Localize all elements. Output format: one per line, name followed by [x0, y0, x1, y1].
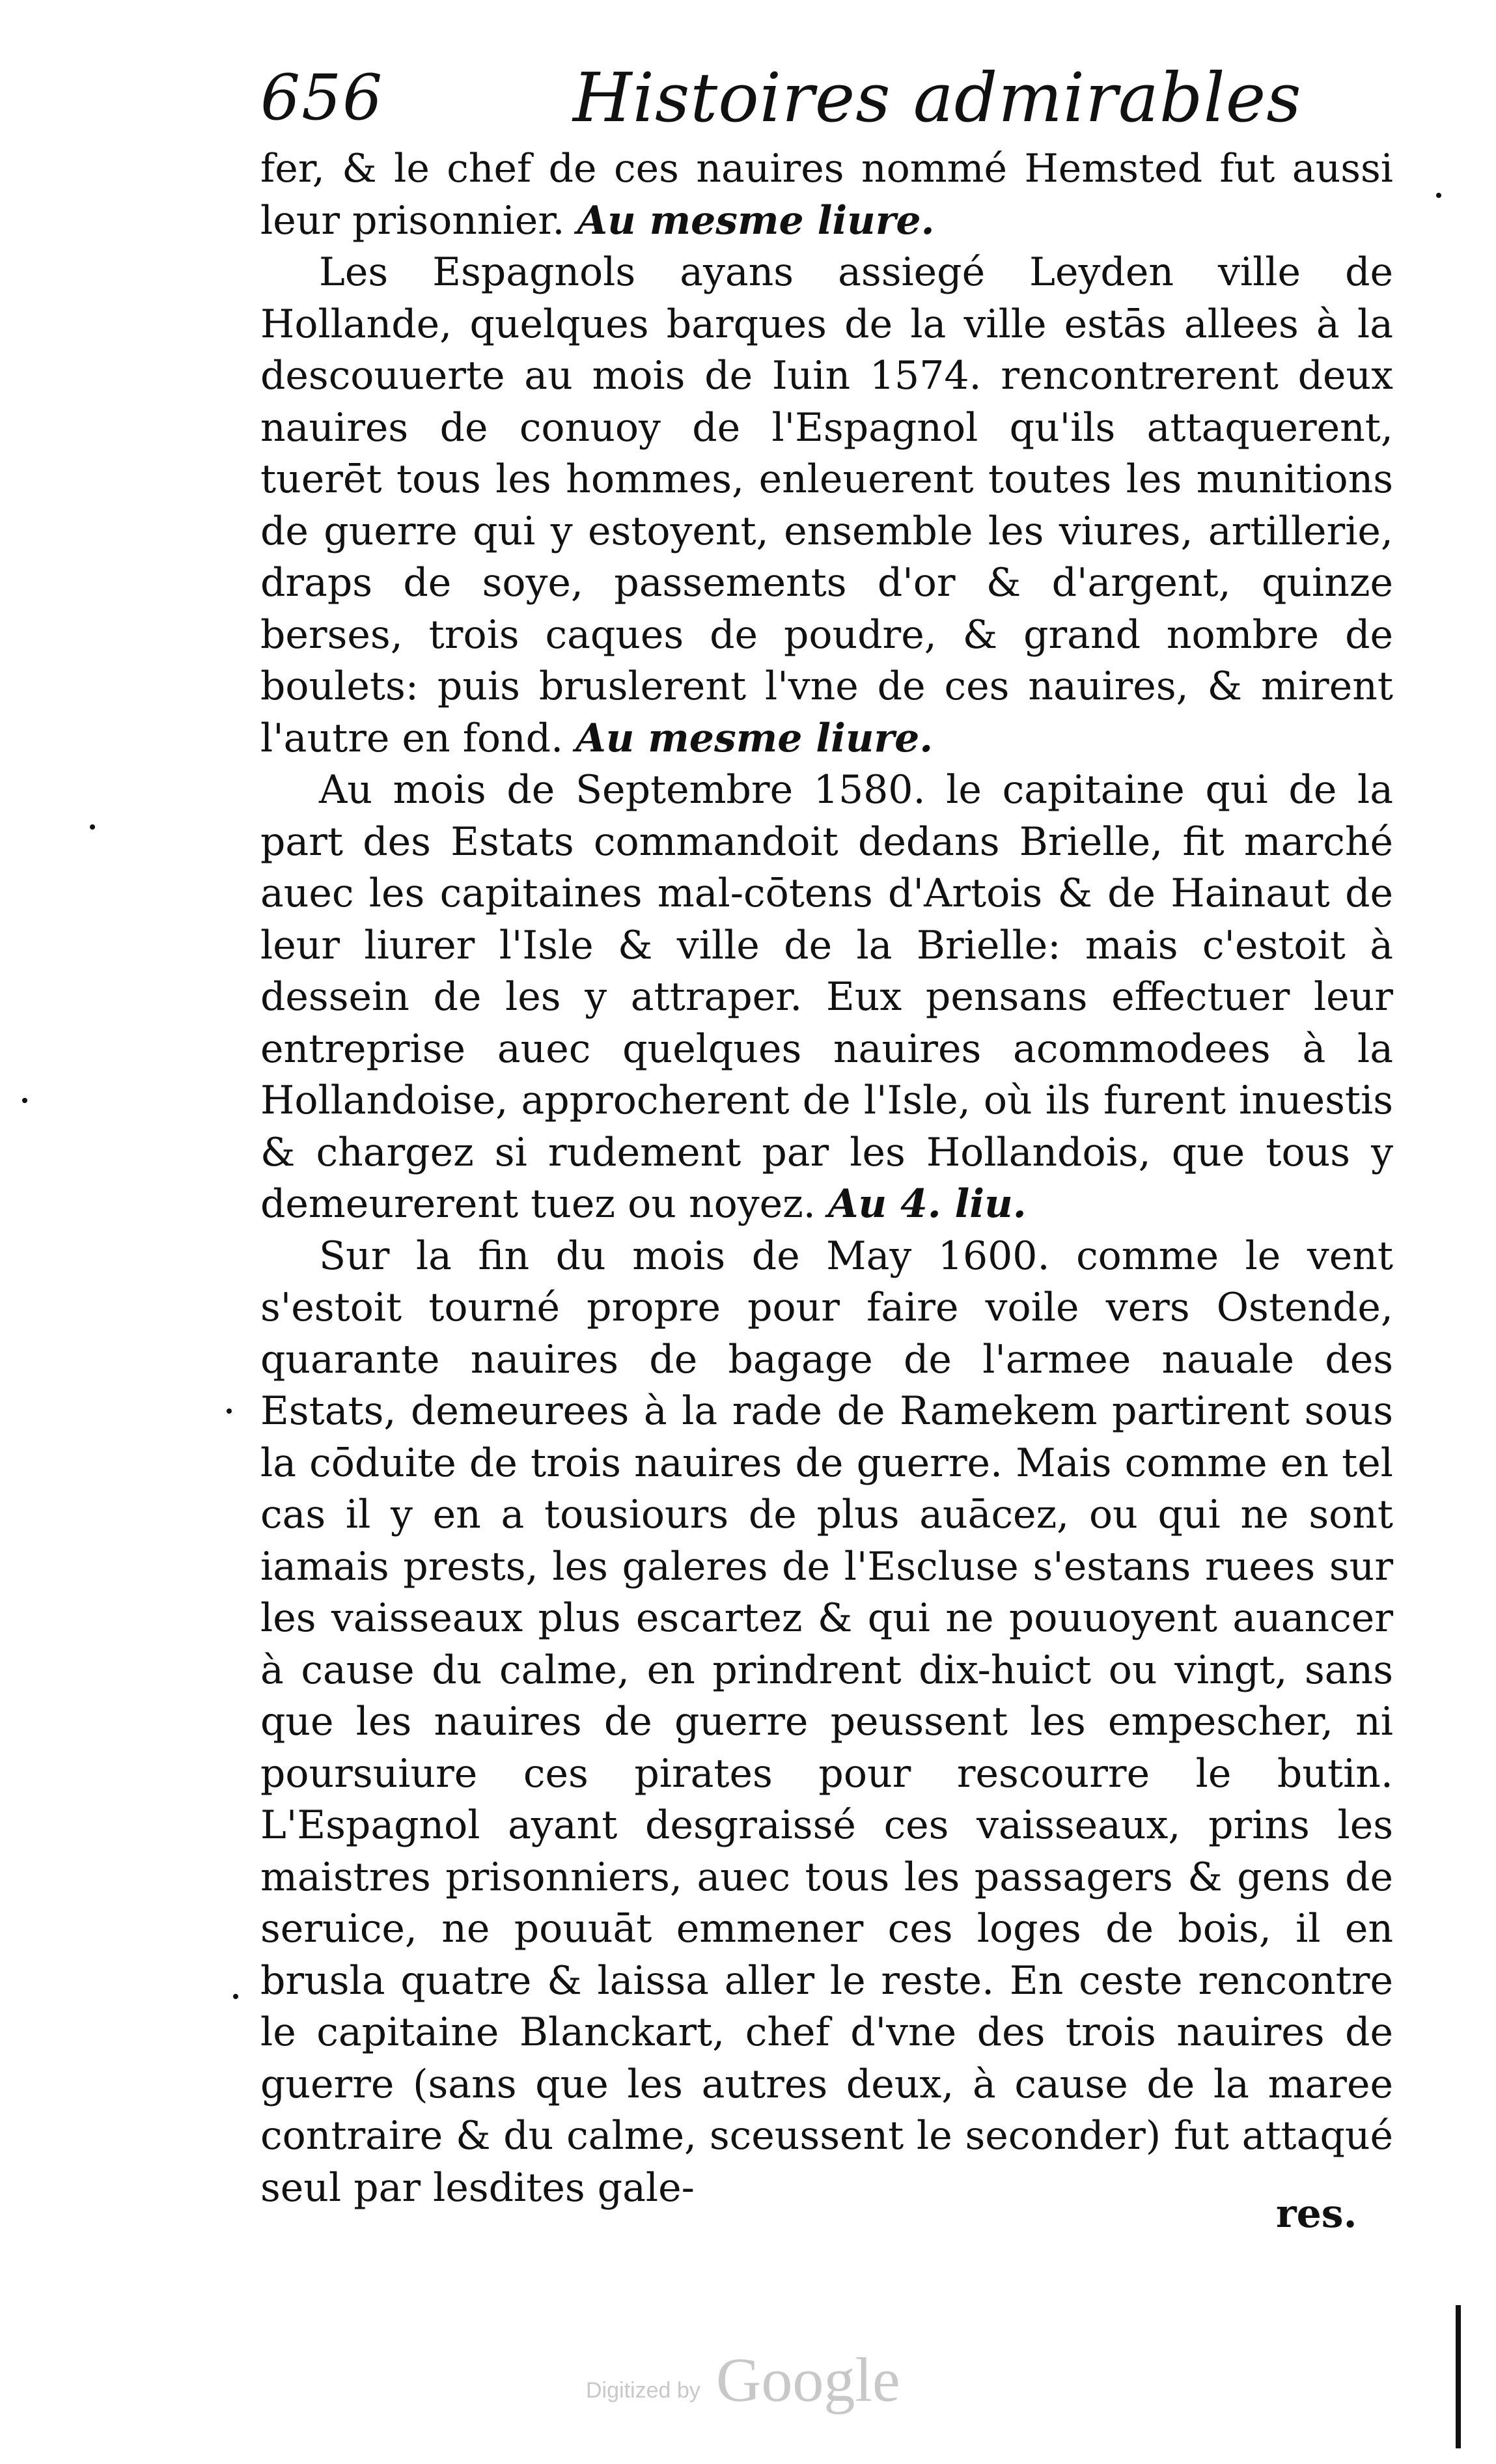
paragraph-2-citation: Au mesme liure.	[575, 715, 934, 761]
margin-speck	[90, 824, 95, 830]
paragraph-1	[260, 143, 1393, 247]
paragraph-2-text: Les Espagnols ayans assiegé Leyden ville de Hollande, quelques barques de la ville estās allees à la descouuerte au mois de Iuin 1574. rencontrerent deux nauires de conuoy de l'Espagnol qu'ils attaquerent, tuerēt tous les hommes, enleuerent toutes les munitions de guerre qui y estoyent, ensemble les viures, artillerie, draps de soye, passements d'or & d'argent, quinze berses, trois caques de poudre, & grand nombre de boulets: puis bruslerent l'vne de ces nauires, & mirent l'autre en fond.	[260, 249, 1393, 761]
digitized-watermark	[573, 2344, 937, 2422]
page-number: 656	[260, 61, 384, 134]
catchword: res.	[1276, 2191, 1357, 2237]
paragraph-3-text: Au mois de Septembre 1580. le capitaine qui de la part des Estats commandoit dedans Brielle, fit marché auec les capitaines mal-cōtens d'Artois & de Hainaut de leur liurer l'Isle & ville de la Brielle: mais c'estoit à dessein de les y attraper. Eux pensans effectuer leur entreprise auec quelques nauires acommodees à la Hollandoise, approcherent de l'Isle, où ils furent inuestis & chargez si rudement par les Hollandois, que tous y demeurerent tuez ou noyez.	[260, 767, 1393, 1227]
paragraph-3	[260, 764, 1393, 1231]
watermark-logo-text: Google	[716, 2345, 900, 2415]
running-title: Histoires admirables	[573, 58, 1302, 137]
paragraph-2	[260, 247, 1393, 764]
paragraph-1-citation: Au mesme liure.	[577, 197, 935, 244]
paragraph-4-text: Sur la fin du mois de May 1600. comme le vent s'estoit tourné propre pour faire voile vers Ostende, quarante nauires de bagage de l'armee nauale des Estats, demeurees à la rade de Ramekem partirent sous la cōduite de trois nauires de guerre. Mais comme en tel cas il y en a tousiours de plus auācez, ou qui ne sont iamais prests, les galeres de l'Escluse s'estans ruees sur les vaisseaux plus escartez & qui ne pouuoyent auancer à cause du calme, en prindrent dix-huict ou vingt, sans que les nauires de guerre peussent les empescher, ni poursuiure ces pirates pour rescourre le butin. L'Espagnol ayant desgraissé ces vaisseaux, prins les maistres prisonniers, auec tous les passagers & gens de seruice, ne pouuāt emmener ces loges de bois, il en brusla quatre & laissa aller le reste. En ceste rencontre le capitaine Blanckart, chef d'vne des trois nauires de guerre (sans que les autres deux, à cause de la maree contraire & du calme, sceussent le seconder) fut attaqué seul par lesdites gale-	[260, 1233, 1393, 2211]
watermark-small-text: Digitized by	[586, 2378, 700, 2403]
paragraph-4	[260, 1231, 1393, 2215]
paragraph-3-citation: Au 4. liu.	[827, 1181, 1027, 1227]
page-header	[260, 52, 1393, 143]
margin-speck	[1436, 193, 1441, 198]
body-text	[260, 143, 1393, 2214]
margin-speck	[227, 1408, 232, 1414]
page-edge-mark	[1456, 2305, 1461, 2448]
paragraph-1-text: fer, & le chef de ces nauires nommé Hemsted fut aussi leur prisonnier.	[260, 146, 1393, 244]
margin-speck	[233, 1994, 238, 1999]
margin-speck	[22, 1098, 27, 1103]
